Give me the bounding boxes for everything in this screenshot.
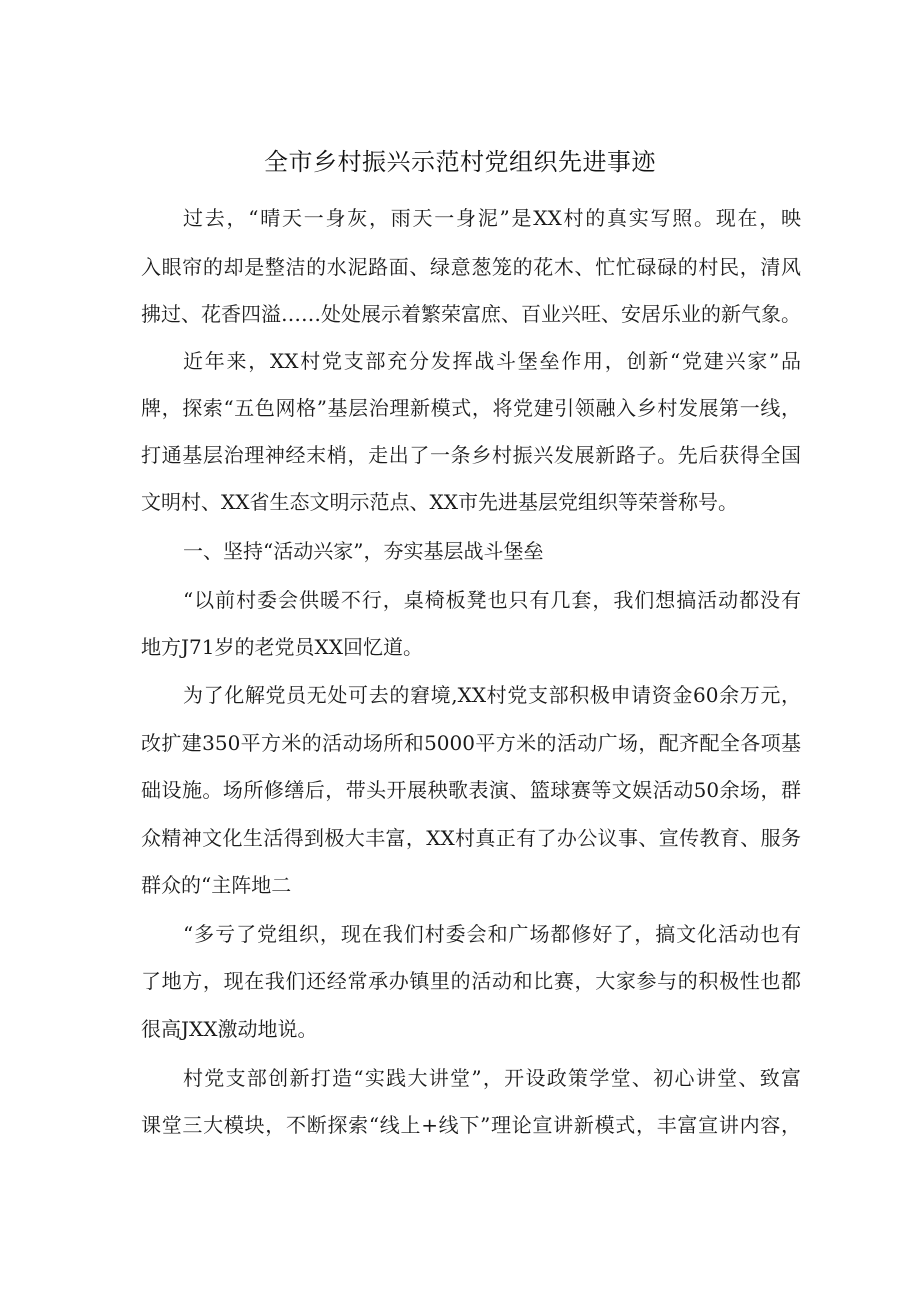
- paragraph-line: 很高JXX激动地说。: [141, 1017, 318, 1041]
- paragraph-line: 近年来，XX村党支部充分发挥战斗堡垒作用，创新“党建兴家”品: [183, 349, 801, 373]
- paragraph-line: 过去，“晴天一身灰，雨天一身泥”是XX村的真实写照。现在，映: [183, 206, 801, 230]
- section-heading: 一、坚持“活动兴家”，夯实基层战斗堡垒: [183, 539, 544, 563]
- paragraph-line: 了地方，现在我们还经常承办镇里的活动和比赛，大家参与的积极性也都: [141, 969, 801, 993]
- paragraph-line: 入眼帘的却是整洁的水泥路面、绿意葱笼的花木、忙忙碌碌的村民，清风: [141, 255, 801, 279]
- paragraph-line: 础设施。场所修缮后，带头开展秧歌表演、篮球赛等文娱活动50余场，群: [141, 778, 801, 802]
- paragraph-line: 打通基层治理神经末梢，走出了一条乡村振兴发展新路子。先后获得全国: [141, 443, 801, 467]
- paragraph-line: “多亏了党组织，现在我们村委会和广场都修好了，搞文化活动也有: [183, 922, 801, 946]
- paragraph-line: 众精神文化生活得到极大丰富，XX村真正有了办公议事、宣传教育、服务: [141, 826, 801, 850]
- paragraph-line: 文明村、XX省生态文明示范点、XX市先进基层党组织等荣誉称号。: [141, 490, 738, 514]
- paragraph-line: “以前村委会供暖不行，桌椅板凳也只有几套，我们想搞活动都没有: [183, 588, 801, 612]
- document-title: 全市乡村振兴示范村党组织先进事迹: [264, 148, 656, 176]
- paragraph-line: 牌，探索“五色网格”基层治理新模式，将党建引领融入乡村发展第一线，: [141, 396, 801, 420]
- paragraph-line: 群众的“主阵地二: [141, 873, 292, 897]
- paragraph-line: 课堂三大模块，不断探索“线上+线下”理论宣讲新模式，丰富宣讲内容，: [141, 1113, 801, 1137]
- paragraph-line: 改扩建350平方米的活动场所和5000平方米的活动广场，配齐配全各项基: [141, 731, 801, 755]
- paragraph-line: 村党支部创新打造“实践大讲堂”，开设政策学堂、初心讲堂、致富: [183, 1066, 801, 1090]
- paragraph-line: 地方J71岁的老党员XX回忆道。: [141, 635, 423, 659]
- paragraph-line: 拂过、花香四溢……处处展示着繁荣富庶、百业兴旺、安居乐业的新气象。: [141, 302, 801, 326]
- paragraph-line: 为了化解党员无处可去的窘境,XX村党支部积极申请资金60余万元，: [183, 683, 801, 707]
